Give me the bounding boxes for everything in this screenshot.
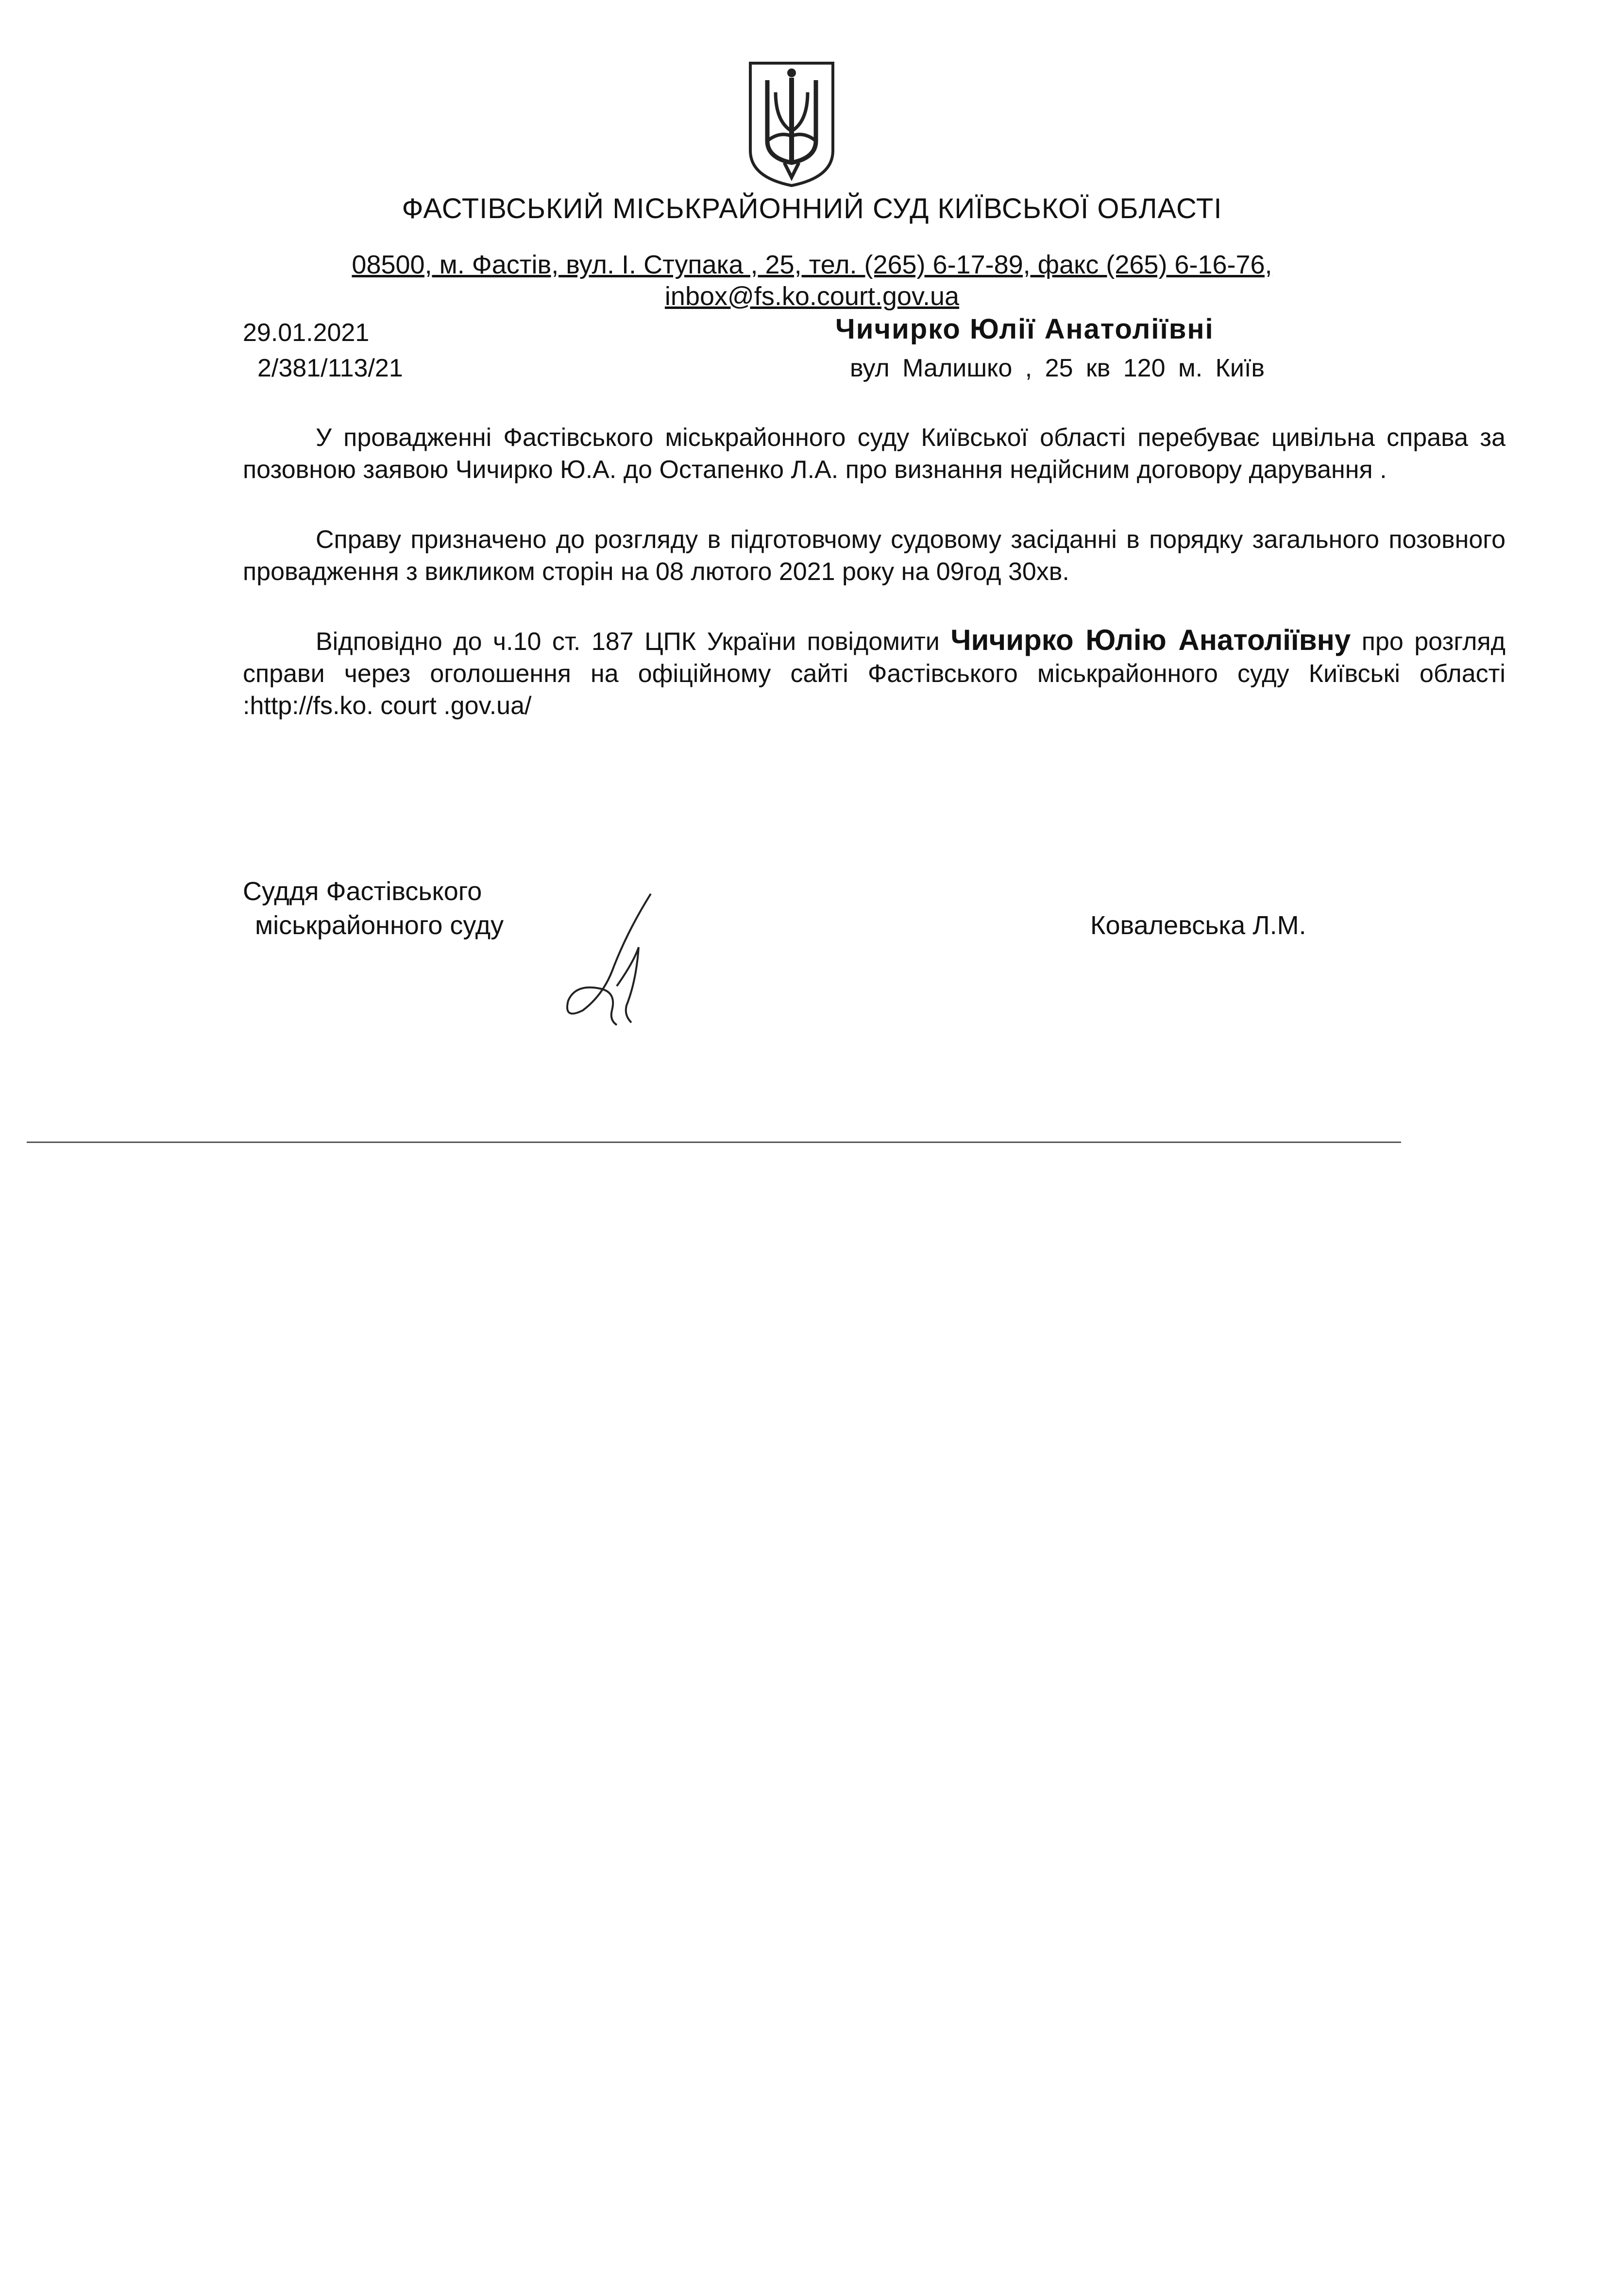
recipient-name: Чичирко Юлії Анатоліївні [835, 313, 1214, 345]
paragraph-notice [243, 624, 1506, 722]
paragraph-notice-name: Чичирко Юлію Анатоліївну [950, 624, 1351, 656]
judge-name: Ковалевська Л.М. [1090, 911, 1306, 940]
recipient-address: вул Малишко , 25 кв 120 м. Київ [850, 354, 1265, 382]
court-email: inbox@fs.ko.court.gov.ua [664, 282, 960, 311]
court-name: ФАСТІВСЬКИЙ МІСЬКРАЙОННИЙ СУД КИЇВСЬКОЇ ОБЛАСТІ [402, 193, 1222, 224]
document-date: 29.01.2021 [243, 319, 370, 347]
court-address: 08500, м. Фастів, вул. І. Ступака , 25, тел. (265) 6-17-89, факс (265) 6-16-76, [352, 250, 1272, 279]
signatory-title-line-1: Суддя Фастівського [243, 877, 482, 906]
paragraph-proceedings [243, 422, 1506, 486]
signatory-title-line-2: міськрайонного суду [255, 911, 504, 940]
paragraph-proceedings-text: У провадженні Фастівського міськрайонного суду Київської області перебуває цивільна справа за позовною заявою Чичирко Ю.А. до Остапенко Л.А. про визнання недійсним договору дарування . [243, 424, 1506, 484]
handwritten-signature [554, 889, 670, 1030]
paragraph-notice-suffix: про розгляд справи через оголошення на офіційному сайті Фастівського міськрайонного суду Київські області :http://fs.ko. court .gov.ua/ [243, 628, 1506, 720]
horizontal-divider [27, 1142, 1401, 1143]
reference-number: 2/381/113/21 [257, 354, 403, 382]
paragraph-notice-prefix: Відповідно до ч.10 ст. 187 ЦПК України повідомити [316, 628, 940, 656]
trident-coat-of-arms-icon [745, 58, 838, 189]
paragraph-hearing-text: Справу призначено до розгляду в підготовчому судовому засіданні в порядку загального позовного провадження з викликом сторін на 08 лютого 2021 року на 09год 30хв. [243, 526, 1506, 586]
paragraph-hearing [243, 524, 1506, 588]
